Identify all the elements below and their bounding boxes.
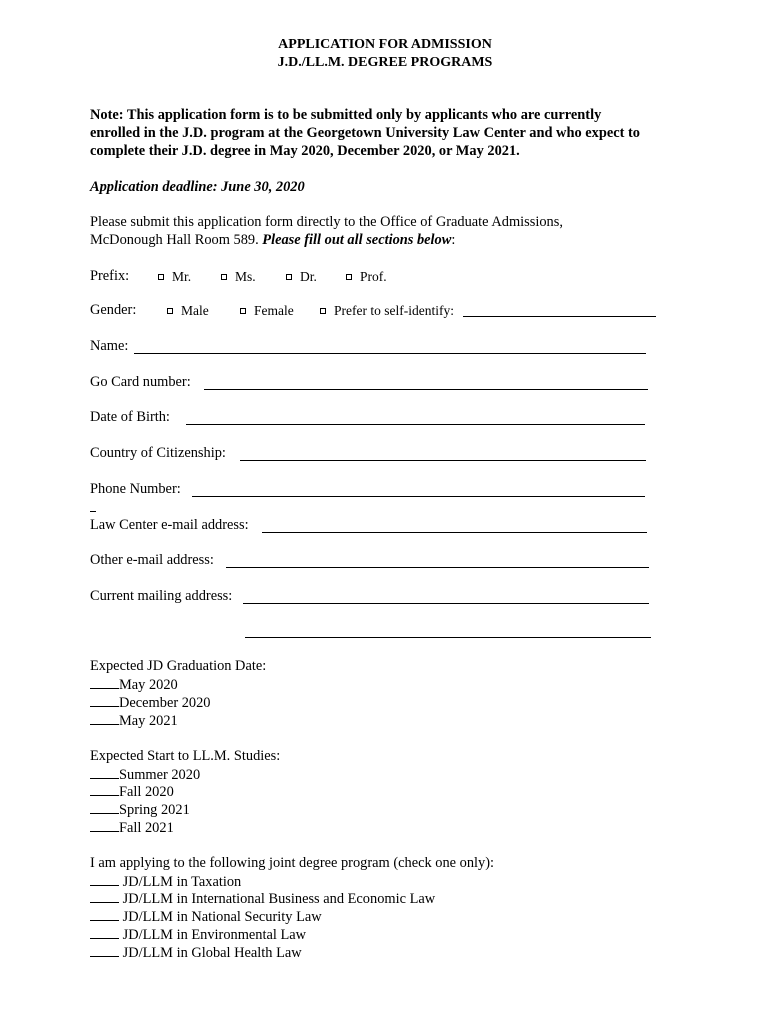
- gender-option-female[interactable]: Female: [240, 303, 294, 319]
- application-deadline: Application deadline: June 30, 2020: [90, 179, 305, 195]
- dob-label: Date of Birth:: [90, 409, 170, 425]
- graduation-label: Expected JD Graduation Date:: [90, 658, 267, 674]
- gender-option-self-identify[interactable]: Prefer to self-identify:: [320, 303, 454, 319]
- checkbox-icon[interactable]: [320, 308, 326, 314]
- joint-degree-option[interactable]: JD/LLM in Environmental Law: [90, 926, 306, 944]
- form-subtitle: J.D./LL.M. DEGREE PROGRAMS: [277, 55, 493, 70]
- stray-mark: [90, 511, 96, 512]
- joint-degree-option[interactable]: JD/LLM in Taxation: [90, 873, 241, 891]
- mailing-address-field-2[interactable]: [245, 637, 651, 638]
- form-title: APPLICATION FOR ADMISSION: [278, 37, 492, 52]
- check-blank[interactable]: [90, 694, 119, 707]
- check-blank[interactable]: [90, 819, 119, 832]
- phone-field[interactable]: [192, 496, 645, 497]
- mailing-address-field[interactable]: [243, 603, 649, 604]
- dob-field[interactable]: [186, 424, 645, 425]
- prefix-option-dr[interactable]: Dr.: [286, 269, 317, 285]
- llm-start-option[interactable]: Fall 2021: [90, 819, 174, 837]
- go-card-label: Go Card number:: [90, 374, 191, 390]
- joint-degree-option[interactable]: JD/LLM in International Business and Economic Law: [90, 890, 435, 908]
- llm-start-option[interactable]: Spring 2021: [90, 801, 190, 819]
- mailing-address-label: Current mailing address:: [90, 588, 233, 604]
- checkbox-icon[interactable]: [240, 308, 246, 314]
- checkbox-icon[interactable]: [346, 274, 352, 280]
- citizenship-label: Country of Citizenship:: [90, 445, 226, 461]
- name-label: Name:: [90, 338, 129, 354]
- check-blank[interactable]: [90, 890, 119, 903]
- llm-start-option[interactable]: Fall 2020: [90, 783, 174, 801]
- other-email-field[interactable]: [226, 567, 649, 568]
- checkbox-icon[interactable]: [286, 274, 292, 280]
- note-line-2: enrolled in the J.D. program at the Georgetown University Law Center and who expect to: [90, 125, 640, 141]
- go-card-field[interactable]: [204, 389, 648, 390]
- joint-degree-label: I am applying to the following joint degree program (check one only):: [90, 855, 495, 871]
- check-blank[interactable]: [90, 801, 119, 814]
- check-blank[interactable]: [90, 712, 119, 725]
- check-blank[interactable]: [90, 676, 119, 689]
- llm-start-option[interactable]: Summer 2020: [90, 766, 200, 784]
- checkbox-icon[interactable]: [167, 308, 173, 314]
- note-line-3: complete their J.D. degree in May 2020, December 2020, or May 2021.: [90, 143, 520, 159]
- llm-start-label: Expected Start to LL.M. Studies:: [90, 748, 281, 764]
- prefix-option-ms[interactable]: Ms.: [221, 269, 256, 285]
- law-email-label: Law Center e-mail address:: [90, 517, 249, 533]
- graduation-option[interactable]: May 2020: [90, 676, 178, 694]
- other-email-label: Other e-mail address:: [90, 552, 214, 568]
- check-blank[interactable]: [90, 873, 119, 886]
- graduation-option[interactable]: May 2021: [90, 712, 178, 730]
- citizenship-field[interactable]: [240, 460, 646, 461]
- joint-degree-option[interactable]: JD/LLM in Global Health Law: [90, 944, 302, 962]
- instructions-line-1: Please submit this application form directly to the Office of Graduate Admissions,: [90, 214, 563, 230]
- prefix-label: Prefix:: [90, 268, 130, 284]
- name-field[interactable]: [134, 353, 646, 354]
- prefix-option-mr[interactable]: Mr.: [158, 269, 191, 285]
- checkbox-icon[interactable]: [158, 274, 164, 280]
- check-blank[interactable]: [90, 926, 119, 939]
- graduation-option[interactable]: December 2020: [90, 694, 211, 712]
- check-blank[interactable]: [90, 766, 119, 779]
- phone-label: Phone Number:: [90, 481, 181, 497]
- checkbox-icon[interactable]: [221, 274, 227, 280]
- gender-option-male[interactable]: Male: [167, 303, 209, 319]
- check-blank[interactable]: [90, 908, 119, 921]
- check-blank[interactable]: [90, 944, 119, 957]
- law-email-field[interactable]: [262, 532, 647, 533]
- instructions-line-2: McDonough Hall Room 589. Please fill out all sections below:: [90, 232, 456, 248]
- note-line-1: Note: This application form is to be submitted only by applicants who are currently: [90, 107, 602, 123]
- check-blank[interactable]: [90, 783, 119, 796]
- self-identify-field[interactable]: [463, 316, 656, 317]
- gender-label: Gender:: [90, 302, 137, 318]
- prefix-option-prof[interactable]: Prof.: [346, 269, 387, 285]
- joint-degree-option[interactable]: JD/LLM in National Security Law: [90, 908, 322, 926]
